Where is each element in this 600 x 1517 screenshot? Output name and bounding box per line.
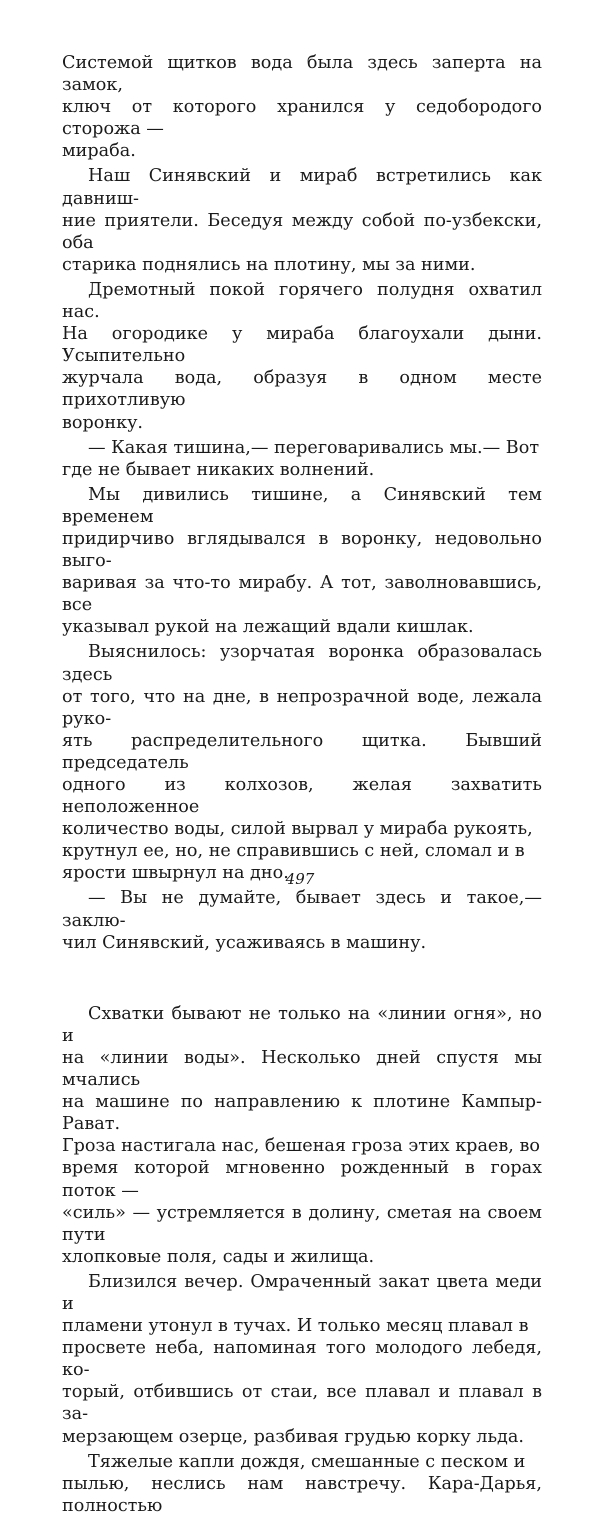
section-2 xyxy=(62,1003,542,1517)
paragraph: Мы дивились тишине, а Синявский тем временем придирчиво вглядывался в воронку, недовольно выго- варивая за что-то мирабу. А тот, заволновавшись, все указывал рукой на лежащий вдали кишлак. xyxy=(62,484,542,638)
paragraph: Выяснилось: узорчатая воронка образовалась здесь от того, что на дне, в непрозрачной воде, лежала руко- ять распределительного щитка. Бывший председатель одного из колхозов, желая захватить неположенное количество воды, силой вырвал у мираба рукоять, крутнул ее, но, не справившись с ней, сломал и в ярости швырнул на дно. xyxy=(62,642,542,884)
paragraph: Тяжелые капли дождя, смешанные с песком и пылью, неслись нам навстречу. Кара-Дарья, полностью xyxy=(62,1451,542,1516)
paragraph: Наш Синявский и мираб встретились как давниш- ние приятели. Беседуя между собой по-узбекски, оба старика поднялись на плотину, мы за ними. xyxy=(62,166,542,275)
paragraph: Близился вечер. Омраченный закат цвета меди и пламени утонул в тучах. И только месяц плавал в просвете неба, напоминая того молодого лебедя, ко- торый, отбившись от стаи, все плавал и плавал в за- мерзающем озерце, разбивая грудью корку льда. xyxy=(62,1271,542,1447)
paragraph: — Какая тишина,— переговаривались мы.— Вот где не бывает никаких волнений. xyxy=(62,437,540,480)
section-break xyxy=(62,957,542,1003)
paragraph: Системой щитков вода была здесь заперта на замок, ключ от которого хранился у седобородого сторожа — мираба. xyxy=(62,53,542,162)
section-1 xyxy=(62,52,542,954)
paragraph: Дремотный покой горячего полудня охватил нас. На огородике у мираба благоухали дыни. Усыпительно журчала вода, образуя в одном месте прихотливую воронку. xyxy=(62,279,542,433)
paragraph: Схватки бывают не только на «линии огня», но и на «линии воды». Несколько дней спустя мы мчались на машине по направлению к плотине Кампыр-Рават. Гроза настигала нас, бешеная гроза этих краев, во время которой мгновенно рожденный в горах поток — «силь» — устремляется в долину, сметая на своем пути хлопковые поля, сады и жилища. xyxy=(62,1003,542,1267)
paragraph: — Вы не думайте, бывает здесь и такое,— заклю- чил Синявский, усаживаясь в машину. xyxy=(62,888,542,953)
page-number: 497 xyxy=(285,870,315,888)
